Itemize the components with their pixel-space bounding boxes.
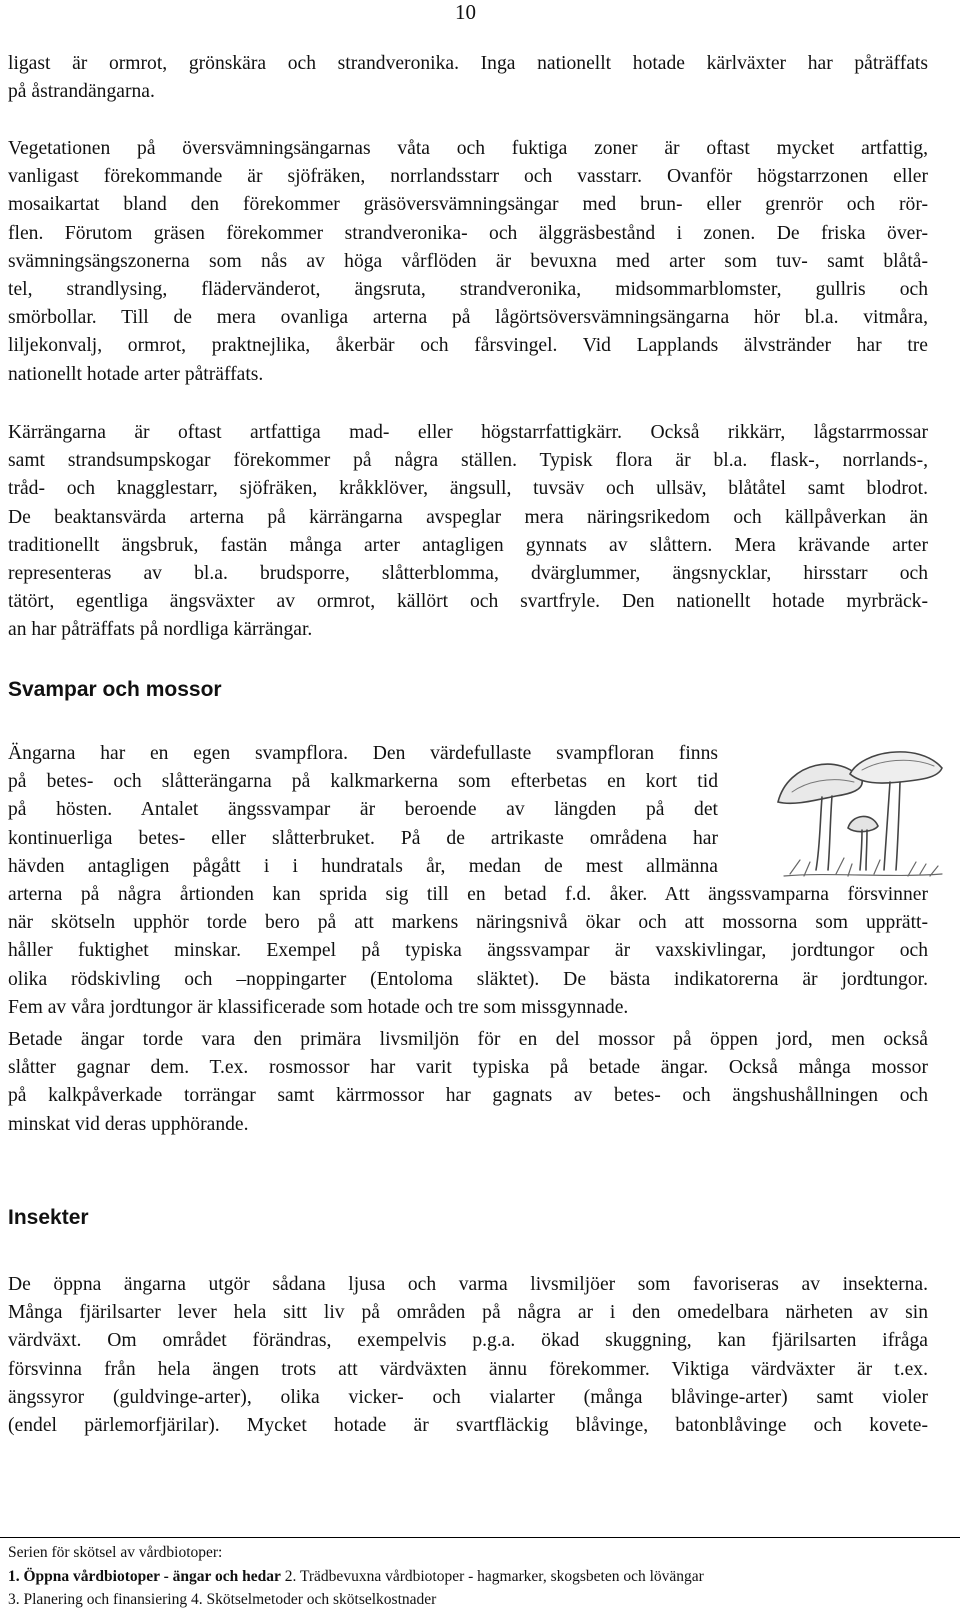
paragraph-3 [8, 419, 928, 645]
footer-series-line-1 [8, 1565, 704, 1589]
text-line: traditionellt ängsbruk, fastän många arter antagligen gynnats av slåttern. Mera krävande arter [8, 534, 928, 556]
text-line: olika rödskivling och –noppingarter (Entoloma släktet). De bästa indikatorerna är jordtungor. [8, 968, 928, 990]
text-line: håller fuktighet minskar. Exempel på typiska ängssvampar är vaxskivlingar, jordtungor och [8, 940, 928, 962]
mushroom-illustration [770, 742, 948, 880]
text-line: De beaktansvärda arterna på kärrängarna avspeglar mera näringsrikedom och källpåverkan än [8, 506, 928, 528]
text-line: svämningsängszonerna som nås av höga vårflöden är bevuxna med arter som tuv- samt blåtå- [8, 250, 928, 272]
text-line: vanligast förekommande är sjöfräken, norrlandsstarr och vasstarr. Ovanför högstarrzonen eller [8, 166, 928, 188]
section-heading-svampar: Svampar och mossor [8, 678, 222, 701]
text-line: liljekonvalj, ormrot, praktnejlika, åkerbär och fårsvingel. Vid Lapplands älvstränder har tre [8, 335, 928, 357]
text-line: ängssyror (guldvinge-arter), olika vicker- och vialarter (många blåvinge-arter) samt violer [8, 1386, 928, 1408]
text-line: representeras av bl.a. brudsporre, slåtterblomma, dvärglummer, ängsnycklar, hirsstarr och [8, 563, 928, 585]
text-line: värdväxt. Om området förändras, exempelvis p.g.a. ökad skuggning, kan fjärilsarten ifråga [8, 1330, 928, 1352]
text-line: nationellt hotade arter påträffats. [8, 363, 264, 385]
text-line: minskat vid deras upphörande. [8, 1113, 249, 1135]
text-line: på åstrandängarna. [8, 81, 155, 103]
text-line: Många fjärilsarter lever hela sitt liv på områden på några ar i den omedelbara närheten av sin [8, 1302, 928, 1324]
footer-item-2: 2. Trädbevuxna vårdbiotoper - hagmarker, skogsbeten och lövängar [280, 1568, 704, 1585]
text-line: Vegetationen på översvämningsängarnas våta och fuktiga zoner är oftast mycket artfattig, [8, 138, 928, 159]
footer-current-item: 1. Öppna vårdbiotoper - ängar och hedar [8, 1568, 281, 1585]
text-line: smörbollar. Till de mera ovanliga arterna på lågörtsöversvämningsängarna hör bl.a. vitmåra, [8, 307, 928, 329]
text-line: mosaikartat bland den förekommer gräsöversvämningsängar med brun- eller grenrör och rör- [8, 194, 928, 216]
text-line: (endel pärlemorfjärilar). Mycket hotade är svartfläckig blåvinge, batonblåvinge och kovete- [8, 1415, 928, 1437]
text-line: De öppna ängarna utgör sådana ljusa och varma livsmiljöer som favoriseras av insekterna. [8, 1274, 928, 1295]
text-line: flen. Förutom gräsen förekommer strandveronika- och älggräsbestånd i zonen. De friska över- [8, 222, 928, 244]
paragraph-2 [8, 135, 928, 389]
section-heading-insekter: Insekter [8, 1206, 89, 1229]
text-line: Betade ängar torde vara den primära livsmiljön för en del mossor på öppen jord, men också [8, 1029, 928, 1050]
text-line: när skötseln upphör torde bero på att markens näringsnivå ökar och att mossorna som upprätt- [8, 912, 928, 934]
text-line: kontinuerliga betes- eller slåtterbruket. På de artrikaste områdena har [8, 827, 718, 849]
text-line: samt strandsumpskogar förekommer på några ställen. Typisk flora är bl.a. flask-, norrlands-, [8, 450, 928, 472]
footer-series-label: Serien för skötsel av vårdbiotoper: [8, 1544, 223, 1561]
text-line: Kärrängarna är oftast artfattiga mad- eller högstarrfattigkärr. Också rikkärr, lågstarrmossar [8, 422, 928, 443]
text-line: tel, strandlysing, flädervänderot, ängsruta, strandveronika, midsommarblomster, gullris och [8, 279, 928, 301]
text-line: tråd- och knagglestarr, sjöfräken, kråkklöver, ängsull, tuvsäv och ullsäv, blåtåtel samt blodrot. [8, 478, 928, 500]
page-number: 10 [455, 0, 476, 24]
text-line: på hösten. Antalet ängssvampar är beroende av längden på det [8, 799, 718, 821]
text-line: Fem av våra jordtungor är klassificerade som hotade och tre som missgynnade. [8, 996, 629, 1018]
text-line: slåtter gagnar dem. T.ex. rosmossor har varit typiska på betade ängar. Också många mossor [8, 1057, 928, 1079]
paragraph-6 [8, 1271, 928, 1440]
text-line: an har påträffats på nordliga kärrängar. [8, 619, 313, 641]
text-line: på betes- och slåtterängarna på kalkmarkerna som efterbetas en kort tid [8, 771, 718, 793]
text-line: tätört, egentliga ängsväxter av ormrot, källört och svartfryle. Den nationellt hotade myrbräck- [8, 591, 928, 613]
text-line: Ängarna har en egen svampflora. Den värdefullaste svampfloran finns [8, 743, 718, 764]
text-line: ligast är ormrot, grönskära och strandveronika. Inga nationellt hotade kärlväxter har påträffats [8, 53, 928, 74]
footer-series-line-2: 3. Planering och finansiering 4. Skötselmetoder och skötselkostnader [8, 1591, 437, 1608]
text-line: arterna på några årtionden kan sprida sig till en betad f.d. åker. Att ängssvamparna försvinner [8, 884, 928, 906]
paragraph-1 [8, 50, 928, 106]
text-line: försvinna från hela ängen trots att värdväxten ännu förekommer. Viktiga värdväxter är t.ex. [8, 1358, 928, 1380]
text-line: på kalkpåverkade torrängar samt kärrmossor har gagnats av betes- och ängshushållningen och [8, 1085, 928, 1107]
footer-divider [0, 1537, 960, 1538]
text-line: hävden antagligen pågått i i hundratals år, medan de mest allmänna [8, 855, 718, 877]
paragraph-5 [8, 1026, 928, 1139]
